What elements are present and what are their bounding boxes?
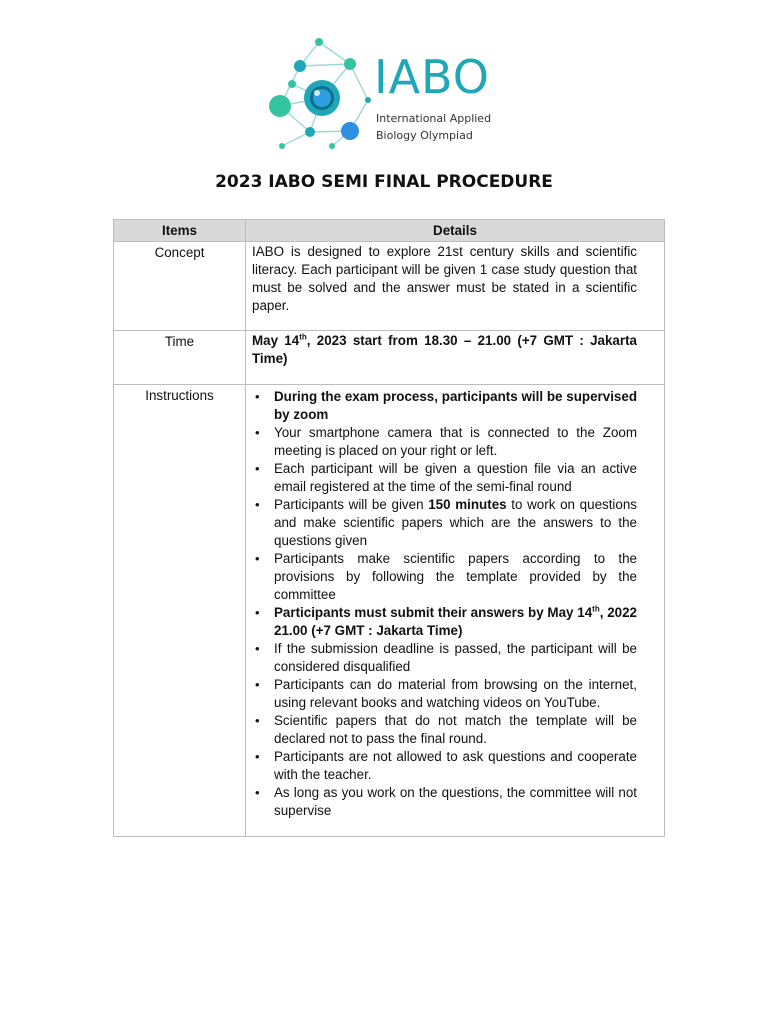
time-label: Time: [114, 331, 246, 385]
time-date: May 14: [252, 333, 300, 348]
time-details: [246, 331, 665, 385]
header-details: Details: [246, 220, 665, 242]
list-item: • Your smartphone camera that is connected to the Zoom meeting is placed on your right or left.: [252, 424, 637, 460]
list-item: • Each participant will be given a question file via an active email registered at the time of the semi-final round: [252, 460, 637, 496]
instruction-6: [274, 605, 637, 638]
logo-subtitle-line2: Biology Olympiad: [376, 129, 473, 142]
table-header-row: [114, 220, 665, 242]
list-item: • Scientific papers that do not match the template will be declared not to pass the final round.: [252, 712, 637, 748]
logo-wordmark: IABO: [374, 50, 490, 104]
logo-subtitle: [376, 110, 491, 144]
table-row-instructions: [114, 385, 665, 837]
instruction-4-start: Participants will be given: [274, 497, 429, 512]
concept-label: Concept: [114, 242, 246, 331]
instruction-6-end: , 2022 21.00 (+7 GMT : Jakarta Time): [274, 605, 638, 638]
table-row-concept: [114, 242, 665, 331]
molecule-logo-icon: [262, 36, 382, 154]
instruction-6-suffix: th: [592, 604, 600, 614]
logo-subtitle-line1: International Applied: [376, 112, 492, 125]
instructions-details: [246, 385, 665, 837]
time-text: [252, 333, 637, 366]
list-item: • Participants make scientific papers according to the provisions by following the template provided by the committee: [252, 550, 637, 604]
list-item: • Participants are not allowed to ask questions and cooperate with the teacher.: [252, 748, 637, 784]
list-item: • As long as you work on the questions, the committee will not supervise: [252, 784, 637, 820]
iabo-logo: [262, 36, 522, 154]
instruction-4-duration: 150 minutes: [428, 497, 507, 512]
procedure-table: [113, 219, 665, 837]
instruction-6-start: Participants must submit their answers by May 14: [274, 605, 593, 620]
list-item: • If the submission deadline is passed, the participant will be considered disqualified: [252, 640, 637, 676]
list-item: [252, 496, 637, 550]
instruction-4-end: to work on questions and make scientific papers which are the answers to the questions given: [274, 497, 637, 548]
instructions-list: [252, 388, 637, 820]
list-item: • Participants can do material from browsing on the internet, using relevant books and watching videos on YouTube.: [252, 676, 637, 712]
list-item: [252, 604, 637, 640]
concept-details: IABO is designed to explore 21st century skills and scientific literacy. Each participant will be given 1 case study question that must be solved and the answer must be stated in a scientific paper.: [246, 242, 665, 331]
instruction-1: During the exam process, participants will be supervised by zoom: [274, 389, 637, 422]
time-range: , 2023 start from 18.30 – 21.00 (+7 GMT : Jakarta Time): [252, 333, 637, 366]
list-item: [252, 388, 637, 424]
time-date-suffix: th: [299, 332, 307, 342]
instructions-label: Instructions: [114, 385, 246, 837]
header-items: Items: [114, 220, 246, 242]
table-row-time: [114, 331, 665, 385]
page-title: 2023 IABO SEMI FINAL PROCEDURE: [215, 172, 553, 192]
